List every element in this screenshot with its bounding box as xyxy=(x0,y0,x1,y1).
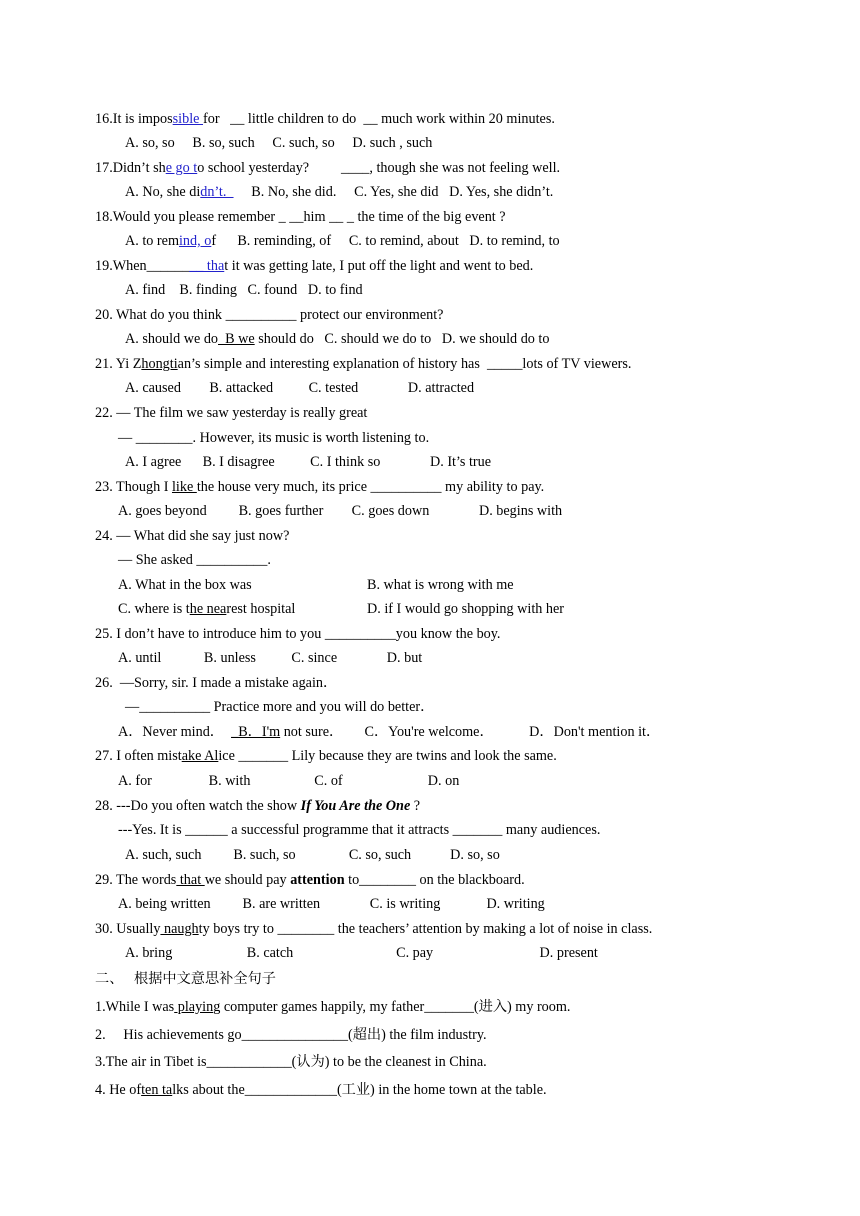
text-segment: o school yesterday? ____, though she was not feeling well. xyxy=(197,160,561,176)
question-26-options xyxy=(118,723,660,741)
question-25-options: A. until B. unless C. since D. but xyxy=(118,650,423,666)
text-segment: ice _______ Lily because they are twins and look the same. xyxy=(218,748,557,764)
underlined-segment: playin xyxy=(174,999,214,1015)
question-23-stem xyxy=(95,478,544,496)
question-19-stem xyxy=(95,257,533,275)
text-segment: t it was getting late, I put off the light and went to bed. xyxy=(224,258,534,274)
question-24-stem: 24. — What did she say just now? xyxy=(95,528,290,544)
text-segment: 3.The air in Tibet is____________(认为) to be the cleanest in China. xyxy=(95,1054,487,1070)
underlined-segment: ake Al xyxy=(181,748,219,764)
question-20-stem: 20. What do you think __________ protect our environment? xyxy=(95,307,444,323)
question-19-options: A. find B. finding C. found D. to find xyxy=(125,282,363,298)
question-16-stem xyxy=(95,110,555,128)
bold-word: attention xyxy=(290,872,345,888)
text-segment: f B. reminding, of C. to remind, about D. to remind, to xyxy=(211,233,560,249)
question-28-reply: ---Yes. It is ______ a successful programme that it attracts _______ many audiences. xyxy=(118,822,601,838)
text-segment: to________ on the blackboard. xyxy=(344,872,525,888)
question-29-options: A. being written B. are written C. is writing D. writing xyxy=(118,896,545,912)
text-segment: A. to rem xyxy=(125,233,179,249)
question-29-stem xyxy=(95,871,525,889)
text-segment: 4. He of xyxy=(95,1082,142,1098)
question-25-stem: 25. I don’t have to introduce him to you __________you know the boy. xyxy=(95,626,501,642)
question-24-reply: — She asked __________. xyxy=(118,552,271,568)
question-26-stem: 26. —Sorry, sir. I made a mistake again． xyxy=(95,675,338,691)
underlined-segment: dn’t. xyxy=(200,184,234,200)
question-17-stem xyxy=(95,159,560,177)
text-segment: 29. The words xyxy=(95,872,177,888)
sentence-item-4 xyxy=(95,1081,547,1099)
text-segment: A. No, she di xyxy=(125,184,201,200)
sentence-item-1 xyxy=(95,998,570,1016)
text-segment: ty boys try to ________ the teachers’ attention by making a lot of noise in class. xyxy=(198,921,653,937)
show-title: If You Are the One xyxy=(300,798,411,814)
sentence-item-2 xyxy=(95,1026,487,1044)
underlined-segment: he nea xyxy=(189,601,227,617)
question-26-reply: —__________ Practice more and you will do better． xyxy=(125,699,435,715)
text-segment: 23. Though I xyxy=(95,479,172,495)
underlined-segment: e go t xyxy=(165,160,198,176)
underlined-segment: ten ta xyxy=(141,1082,173,1098)
underlined-segment: __ tha xyxy=(189,258,225,274)
text-segment: we should pay xyxy=(204,872,291,888)
question-24-option-a: A. What in the box was xyxy=(118,577,252,593)
text-segment: 27. I often mist xyxy=(95,748,182,764)
text-segment: 21. Yi Z xyxy=(95,356,142,372)
underlined-segment: hongti xyxy=(141,356,178,372)
question-24-option-d: D. if I would go shopping with her xyxy=(367,601,565,617)
underlined-segment: like xyxy=(171,479,197,495)
text-segment: 1.While I was xyxy=(95,999,175,1015)
underlined-segment: that xyxy=(176,872,205,888)
question-30-options: A. bring B. catch C. pay D. present xyxy=(125,945,598,961)
text-segment: B. No, she did. C. Yes, she did D. Yes, she didn’t. xyxy=(233,184,554,200)
question-17-options xyxy=(125,183,553,201)
question-28-options: A. such, such B. such, so C. so, such D. so, so xyxy=(125,847,500,863)
sentence-item-3 xyxy=(95,1053,487,1071)
question-18-options xyxy=(125,232,560,250)
question-22-options: A. I agree B. I disagree C. I think so D. It’s true xyxy=(125,454,492,470)
question-24-option-b: B. what is wrong with me xyxy=(367,577,514,593)
text-segment: 2. His achievements go_______________(超出) the film industry. xyxy=(95,1027,487,1043)
section-two-heading: 二、 根据中文意思补全句子 xyxy=(95,971,276,987)
question-28-stem xyxy=(95,797,420,815)
question-18-stem: 18.Would you please remember _ __him __ _ the time of the big event ? xyxy=(95,209,506,225)
text-segment: 28. ---Do you often watch the show xyxy=(95,798,301,814)
question-22-reply: — ________. However, its music is worth listening to. xyxy=(118,430,430,446)
text-segment: A. should we do xyxy=(125,331,219,347)
question-23-options: A. goes beyond B. goes further C. goes down D. begins with xyxy=(118,503,563,519)
text-segment: 17.Didn’t sh xyxy=(95,160,166,176)
text-segment: 16.It is impos xyxy=(95,111,173,127)
question-22-stem: 22. — The film we saw yesterday is really great xyxy=(95,405,368,421)
question-21-stem xyxy=(95,355,631,373)
text-segment: 30. Usually xyxy=(95,921,161,937)
text-segment: the house very much, its price __________ my ability to pay. xyxy=(196,479,545,495)
text-segment: rest hospital xyxy=(226,601,296,617)
question-27-options: A. for B. with C. of D. on xyxy=(118,773,460,789)
underlined-segment: B we xyxy=(218,331,255,347)
text-segment: C. where is t xyxy=(118,601,190,617)
text-segment: for __ little children to do __ much work within 20 minutes. xyxy=(203,111,555,127)
underlined-segment: _B．I'm xyxy=(231,724,281,740)
text-segment: lks about the_____________(工业) in the home town at the table. xyxy=(172,1082,547,1098)
underlined-segment: sible xyxy=(172,111,203,127)
text-segment: g computer games happily, my father_______(进入) my room. xyxy=(213,999,571,1015)
question-20-options xyxy=(125,330,549,348)
question-21-options: A. caused B. attacked C. tested D. attracted xyxy=(125,380,475,396)
underlined-segment: ind, o xyxy=(178,233,212,249)
question-30-stem xyxy=(95,920,652,938)
text-segment: should do C. should we do to D. we should do to xyxy=(254,331,550,347)
question-27-stem xyxy=(95,747,557,765)
underlined-segment: naugh xyxy=(160,921,199,937)
text-segment: 19.When______ xyxy=(95,258,190,274)
question-24-option-c xyxy=(118,600,295,618)
text-segment: an’s simple and interesting explanation of history has _____lots of TV viewers. xyxy=(177,356,632,372)
text-segment: ? xyxy=(410,798,421,814)
text-segment: not sure． C．You're welcome． D．Don't mention it． xyxy=(280,724,661,740)
text-segment: A．Never mind． xyxy=(118,724,232,740)
question-16-options: A. so, so B. so, such C. such, so D. such , such xyxy=(125,135,433,151)
